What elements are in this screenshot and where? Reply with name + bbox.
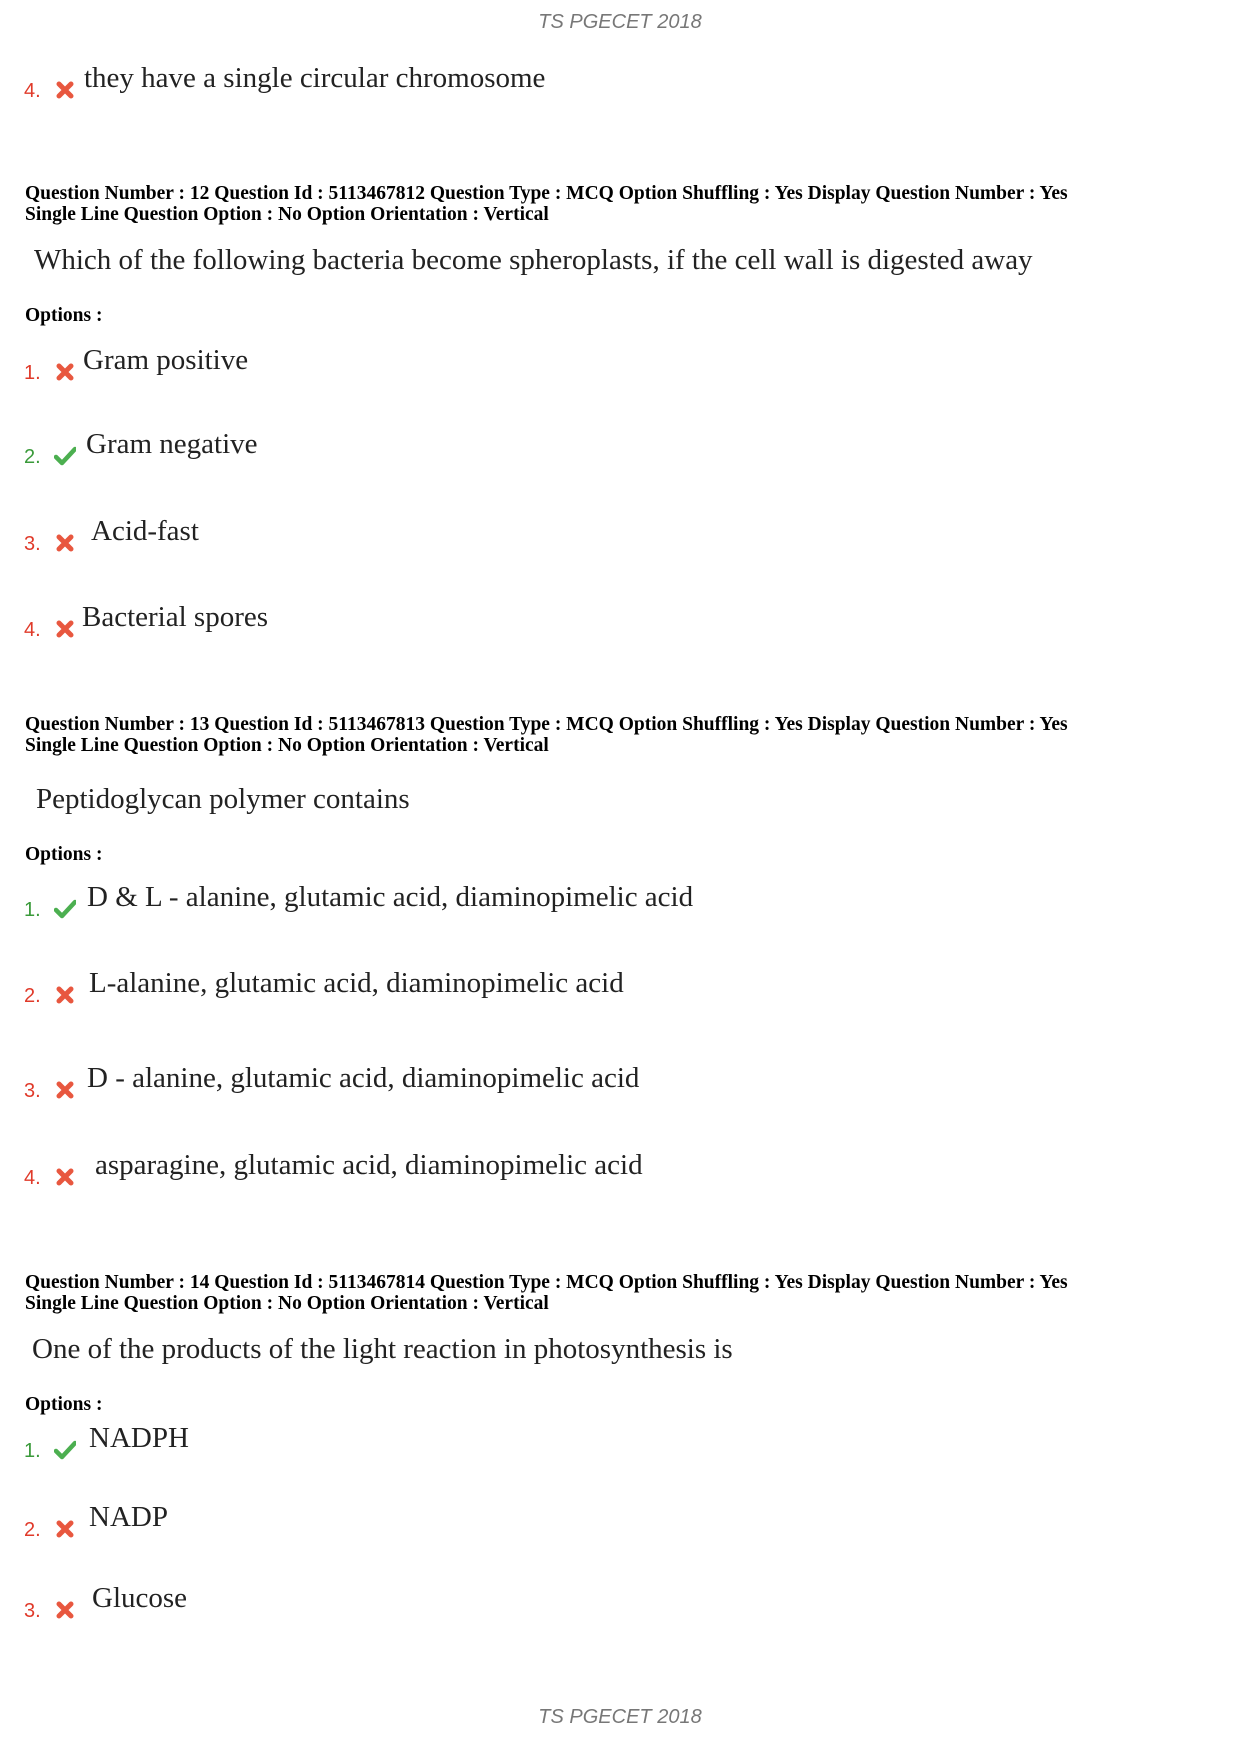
cross-icon (54, 362, 76, 382)
question-text: Peptidoglycan polymer contains (36, 783, 410, 815)
option-text: NADP (89, 1501, 168, 1533)
cross-icon (54, 1167, 76, 1187)
question-meta-line2: Single Line Question Option : No Option Orientation : Vertical (25, 204, 549, 225)
options-label: Options : (25, 844, 103, 865)
cross-icon (54, 1600, 76, 1620)
option-text: asparagine, glutamic acid, diaminopimelic acid (95, 1149, 643, 1181)
option-number: 4. (24, 80, 41, 102)
option-text: Bacterial spores (82, 601, 269, 633)
option-text: Glucose (92, 1582, 188, 1614)
question-meta-line2: Single Line Question Option : No Option Orientation : Vertical (25, 1293, 549, 1314)
option-text: Acid-fast (91, 515, 199, 547)
question-meta-line1: Question Number : 12 Question Id : 5113467812 Question Type : MCQ Option Shuffling : Yes Display Question Number : Yes (25, 183, 1068, 204)
options-label: Options : (25, 1394, 103, 1415)
option-number: 3. (24, 533, 41, 555)
option-text: D & L - alanine, glutamic acid, diaminopimelic acid (87, 881, 694, 913)
option-text: Gram negative (86, 428, 258, 460)
option-number: 4. (24, 619, 41, 641)
option-text: NADPH (89, 1422, 189, 1454)
check-icon (54, 899, 76, 919)
option-number: 2. (24, 985, 41, 1007)
cross-icon (54, 533, 76, 553)
option-number: 1. (24, 362, 41, 384)
option-number: 1. (24, 1440, 41, 1462)
option-number: 3. (24, 1600, 41, 1622)
option-number: 2. (24, 1519, 41, 1541)
question-text: Which of the following bacteria become spheroplasts, if the cell wall is digested away (34, 244, 1033, 276)
page-header: TS PGECET 2018 (538, 11, 702, 33)
cross-icon (54, 1080, 76, 1100)
cross-icon (54, 985, 76, 1005)
option-number: 2. (24, 446, 41, 468)
option-text: L-alanine, glutamic acid, diaminopimelic acid (89, 967, 624, 999)
option-text: D - alanine, glutamic acid, diaminopimelic acid (87, 1062, 640, 1094)
options-label: Options : (25, 305, 103, 326)
page-footer: TS PGECET 2018 (538, 1706, 702, 1728)
question-meta-line1: Question Number : 13 Question Id : 5113467813 Question Type : MCQ Option Shuffling : Yes Display Question Number : Yes (25, 714, 1068, 735)
check-icon (54, 446, 76, 466)
cross-icon (54, 80, 76, 100)
option-number: 4. (24, 1167, 41, 1189)
option-number: 3. (24, 1080, 41, 1102)
cross-icon (54, 619, 76, 639)
cross-icon (54, 1519, 76, 1539)
check-icon (54, 1440, 76, 1460)
question-meta-line2: Single Line Question Option : No Option Orientation : Vertical (25, 735, 549, 756)
option-number: 1. (24, 899, 41, 921)
question-meta-line1: Question Number : 14 Question Id : 5113467814 Question Type : MCQ Option Shuffling : Yes Display Question Number : Yes (25, 1272, 1068, 1293)
option-text: they have a single circular chromosome (84, 62, 546, 94)
option-text: Gram positive (83, 344, 249, 376)
question-text: One of the products of the light reaction in photosynthesis is (32, 1333, 733, 1365)
